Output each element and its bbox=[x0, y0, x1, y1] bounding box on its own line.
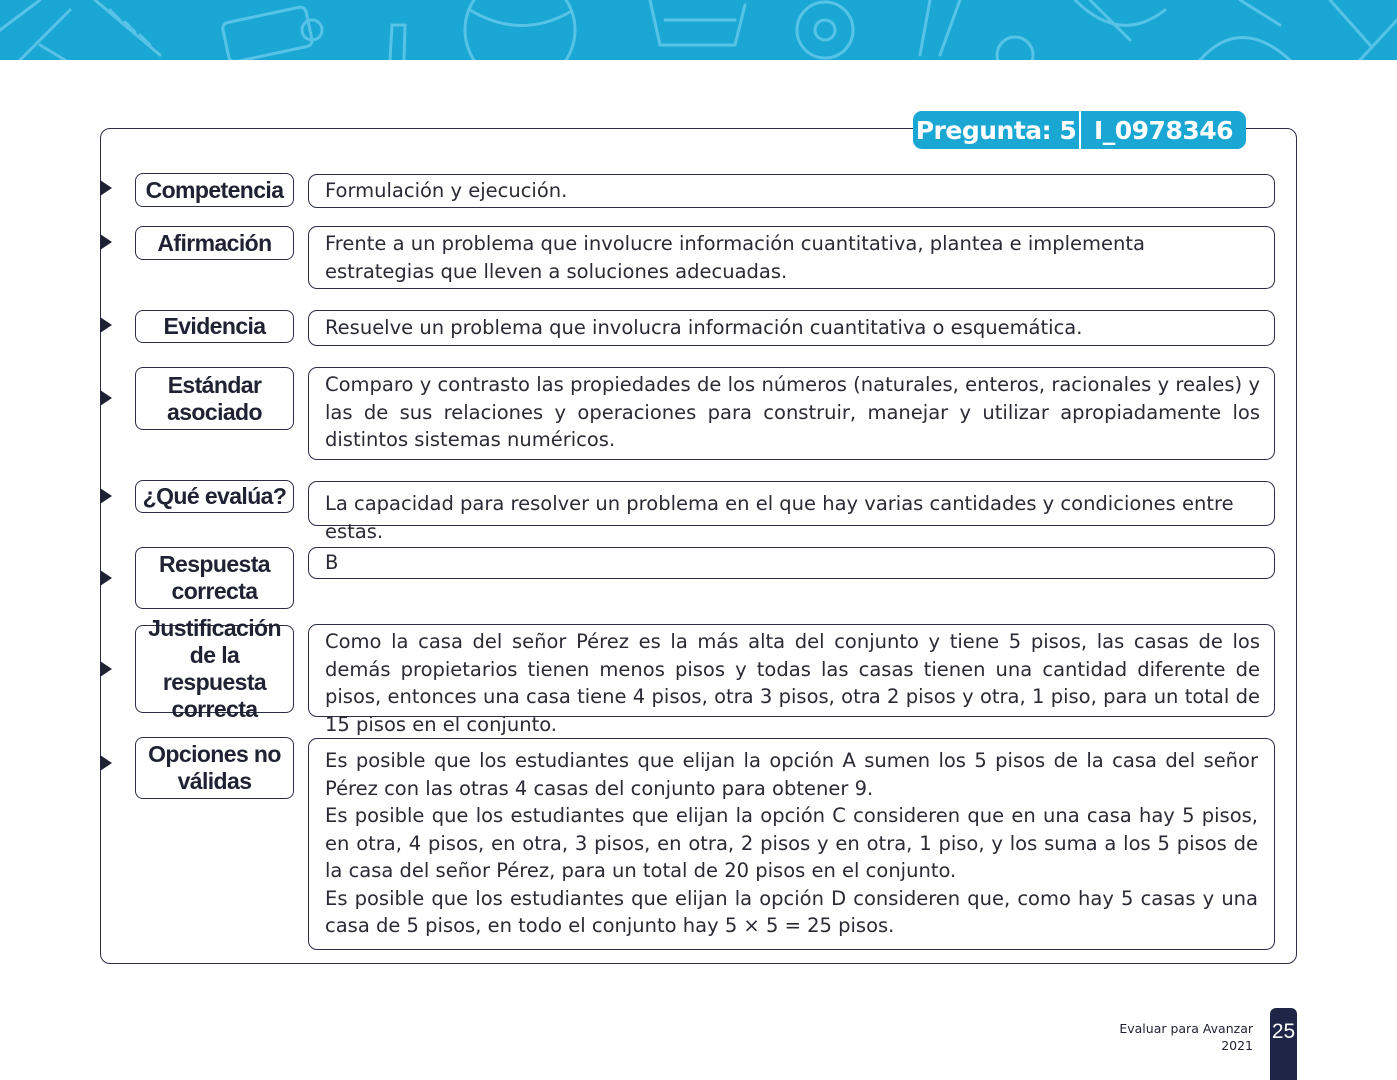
bullet-arrow-icon bbox=[100, 317, 112, 333]
bullet-arrow-icon bbox=[100, 180, 112, 196]
bullet-arrow-icon bbox=[100, 661, 112, 677]
question-tag bbox=[913, 111, 1246, 149]
que-evalua-text: La capacidad para resolver un problema en el que hay varias cantidades y condiciones entre estas. bbox=[308, 481, 1275, 526]
afirmacion-text: Frente a un problema que involucre información cuantitativa, plantea e implementa estrategias que lleven a soluciones adecuadas. bbox=[308, 226, 1275, 289]
distractor-d-text: Es posible que los estudiantes que elijan la opción D consideren que, como hay 5 casas y una casa de 5 pisos, en todo el conjunto hay 5 × 5 = 25 pisos. bbox=[325, 886, 1258, 937]
item-code: I_0978346 bbox=[1093, 115, 1234, 145]
footer-publication bbox=[1119, 1020, 1253, 1054]
label-justificacion: Justificación de la respuesta correcta bbox=[135, 625, 294, 713]
label-competencia: Competencia bbox=[135, 173, 294, 207]
opciones-no-validas-box bbox=[308, 738, 1275, 950]
question-number: Pregunta: 5 bbox=[915, 115, 1077, 145]
distractor-c-text: Es posible que los estudiantes que elijan la opción C consideren que en una casa hay 5 pisos, en otra, 4 pisos, en otra, 3 pisos, en otra, 2 pisos y en otra, 1 piso, y los suma a los 5 pisos de la casa del señor Pérez, para un total de 20 pisos en el conjunto. bbox=[325, 804, 1258, 882]
page-number: 25 bbox=[1270, 1008, 1297, 1080]
competencia-text: Formulación y ejecución. bbox=[308, 174, 1275, 208]
school-doodles-pattern bbox=[0, 0, 1397, 60]
evidencia-text: Resuelve un problema que involucra información cuantitativa o esquemática. bbox=[308, 310, 1275, 346]
bullet-arrow-icon bbox=[100, 488, 112, 504]
justificacion-text: Como la casa del señor Pérez es la más alta del conjunto y tiene 5 pisos, las casas de los demás propietarios tienen menos pisos y todas las casas tienen una cantidad diferente de pisos, entonces una casa tiene 4 pisos, otra 3 pisos, otra 2 pisos y otra, 1 piso, para un total de 15 pisos en el conjunto. bbox=[308, 624, 1275, 717]
label-estandar: Estándar asociado bbox=[135, 367, 294, 430]
distractor-a-text: Es posible que los estudiantes que elijan la opción A sumen los 5 pisos de la casa del señor Pérez con las otras 4 casas del conjunto para obtener 9. bbox=[325, 749, 1258, 800]
bullet-arrow-icon bbox=[100, 234, 112, 250]
bullet-arrow-icon bbox=[100, 755, 112, 771]
bullet-arrow-icon bbox=[100, 570, 112, 586]
publication-year: 2021 bbox=[1221, 1038, 1253, 1053]
label-afirmacion: Afirmación bbox=[135, 226, 294, 260]
label-que-evalua: ¿Qué evalúa? bbox=[135, 480, 294, 513]
estandar-text: Comparo y contrasto las propiedades de los números (naturales, enteros, racionales y reales) y las de sus relaciones y operaciones para construir, manejar y utilizar apropiadamente los distintos sistemas numéricos. bbox=[308, 367, 1275, 460]
bullet-arrow-icon bbox=[100, 390, 112, 406]
respuesta-correcta-value: B bbox=[308, 547, 1275, 579]
label-respuesta-correcta: Respuesta correcta bbox=[135, 547, 294, 609]
header-banner bbox=[0, 0, 1397, 60]
label-evidencia: Evidencia bbox=[135, 310, 294, 343]
publication-title: Evaluar para Avanzar bbox=[1119, 1021, 1253, 1036]
label-opciones-no-validas: Opciones no válidas bbox=[135, 737, 294, 799]
